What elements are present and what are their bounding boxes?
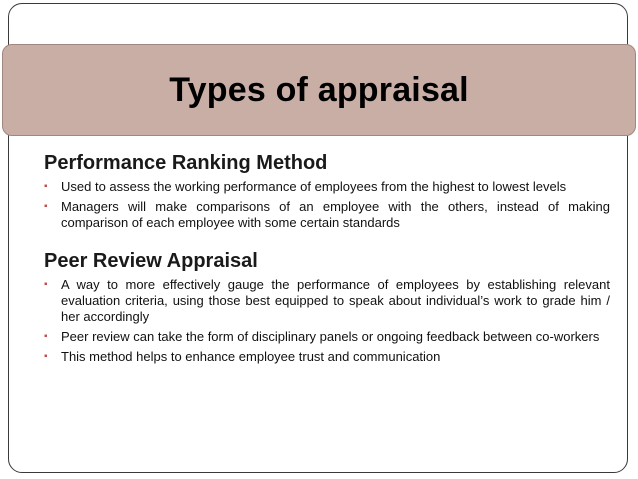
bullet-list	[44, 179, 610, 231]
slide-content	[44, 149, 610, 381]
section-performance-ranking	[44, 149, 610, 231]
list-item	[44, 277, 610, 325]
bullet-text: Peer review can take the form of disciplinary panels or ongoing feedback between co-workers	[61, 329, 600, 344]
bullet-text: Used to assess the working performance of employees from the highest to lowest levels	[61, 179, 567, 194]
list-item	[44, 199, 610, 231]
slide-title: Types of appraisal	[169, 70, 469, 109]
bullet-text: A way to more effectively gauge the performance of employees by establishing relevant evaluation criteria, using those best equipped to speak about individual’s work to grade him / her accordingly	[61, 277, 610, 324]
section-heading: Peer Review Appraisal	[44, 250, 258, 272]
bullet-text: This method helps to enhance employee trust and communication	[61, 349, 441, 364]
title-banner	[2, 44, 636, 136]
square-bullet-icon: ▪	[44, 181, 48, 192]
list-item	[44, 179, 610, 195]
bullet-text: Managers will make comparisons of an employee with the others, instead of making comparison of each employee with some certain standards	[61, 199, 610, 230]
section-heading: Performance Ranking Method	[44, 152, 328, 174]
bullet-list	[44, 277, 610, 365]
section-peer-review	[44, 247, 610, 365]
list-item	[44, 349, 610, 365]
square-bullet-icon: ▪	[44, 201, 48, 212]
square-bullet-icon: ▪	[44, 279, 48, 290]
list-item	[44, 329, 610, 345]
square-bullet-icon: ▪	[44, 331, 48, 342]
square-bullet-icon: ▪	[44, 351, 48, 362]
